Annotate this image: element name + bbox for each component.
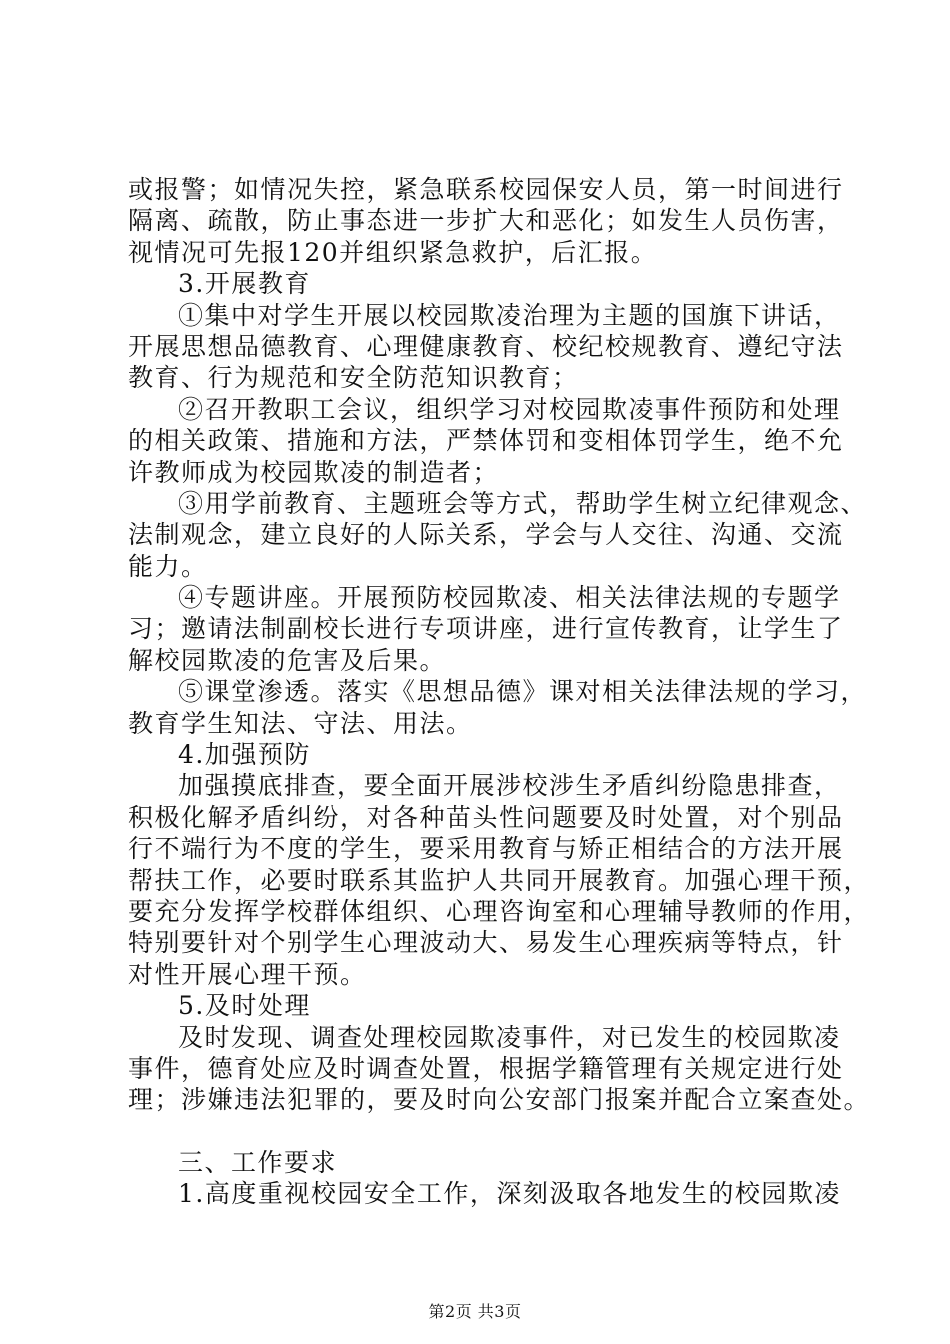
page-footer <box>0 1299 950 1322</box>
text-line: ⑤课堂渗透。落实《思想品德》课对相关法律法规的学习， <box>178 677 868 707</box>
text-line: 的相关政策、措施和方法，严禁体罚和变相体罚学生，绝不允 <box>128 426 844 456</box>
text-line: 事件，德育处应及时调查处置，根据学籍管理有关规定进行处 <box>128 1053 844 1083</box>
text-line: ③用学前教育、主题班会等方式，帮助学生树立纪律观念、 <box>178 488 868 518</box>
text-line: 能力。 <box>128 551 208 581</box>
text-line: 帮扶工作，必要时联系其监护人共同开展教育。加强心理干预， <box>128 865 871 895</box>
text-line: ④专题讲座。开展预防校园欺凌、相关法律法规的专题学 <box>178 583 841 613</box>
text-line: 习；邀请法制副校长进行专项讲座，进行宣传教育，让学生了 <box>128 614 844 644</box>
text-line: 积极化解矛盾纠纷，对各种苗头性问题要及时处置，对个别品 <box>128 802 844 832</box>
text-line: 教育学生知法、守法、用法。 <box>128 708 473 738</box>
text-line: ②召开教职工会议，组织学习对校园欺凌事件预防和处理 <box>178 394 841 424</box>
section-heading: 5.及时处理 <box>178 991 311 1021</box>
text-line: 或报警；如情况失控，紧急联系校园保安人员，第一时间进行 <box>128 175 844 204</box>
paragraph-gap <box>128 1116 833 1147</box>
text-line: 对性开展心理干预。 <box>128 959 367 989</box>
section-heading: 4.加强预防 <box>178 740 311 770</box>
text-line: 加强摸底排查，要全面开展涉校涉生矛盾纠纷隐患排查， <box>178 771 841 801</box>
text-line: 许教师成为校园欺凌的制造者； <box>128 457 500 487</box>
text-line: 教育、行为规范和安全防范知识教育； <box>128 363 579 393</box>
text-line: ①集中对学生开展以校园欺凌治理为主题的国旗下讲话， <box>178 300 841 330</box>
text-line: 特别要针对个别学生心理波动大、易发生心理疾病等特点，针 <box>128 928 844 958</box>
text-line: 理；涉嫌违法犯罪的，要及时向公安部门报案并配合立案查处。 <box>128 1085 871 1115</box>
text-line: 及时发现、调查处理校园欺凌事件，对已发生的校园欺凌 <box>178 1022 841 1052</box>
text-line: 行不端行为不度的学生，要采用教育与矫正相结合的方法开展 <box>128 834 844 864</box>
document-body <box>128 174 871 1210</box>
section-heading: 三、工作要求 <box>178 1147 338 1177</box>
text-line: 视情况可先报120并组织紧急救护，后汇报。 <box>128 237 658 267</box>
page-number-label: 第2页 共3页 <box>428 1302 522 1321</box>
text-line: 开展思想品德教育、心理健康教育、校纪校规教育、遵纪守法 <box>128 331 844 361</box>
section-heading: 3.开展教育 <box>178 269 311 299</box>
text-line: 1.高度重视校园安全工作，深刻汲取各地发生的校园欺凌 <box>178 1179 841 1209</box>
text-line: 要充分发挥学校群体组织、心理咨询室和心理辅导教师的作用， <box>128 896 871 926</box>
text-line: 解校园欺凌的危害及后果。 <box>128 645 447 675</box>
text-line: 法制观念，建立良好的人际关系，学会与人交往、沟通、交流 <box>128 520 844 550</box>
text-line: 隔离、疏散，防止事态进一步扩大和恶化；如发生人员伤害， <box>128 206 844 236</box>
